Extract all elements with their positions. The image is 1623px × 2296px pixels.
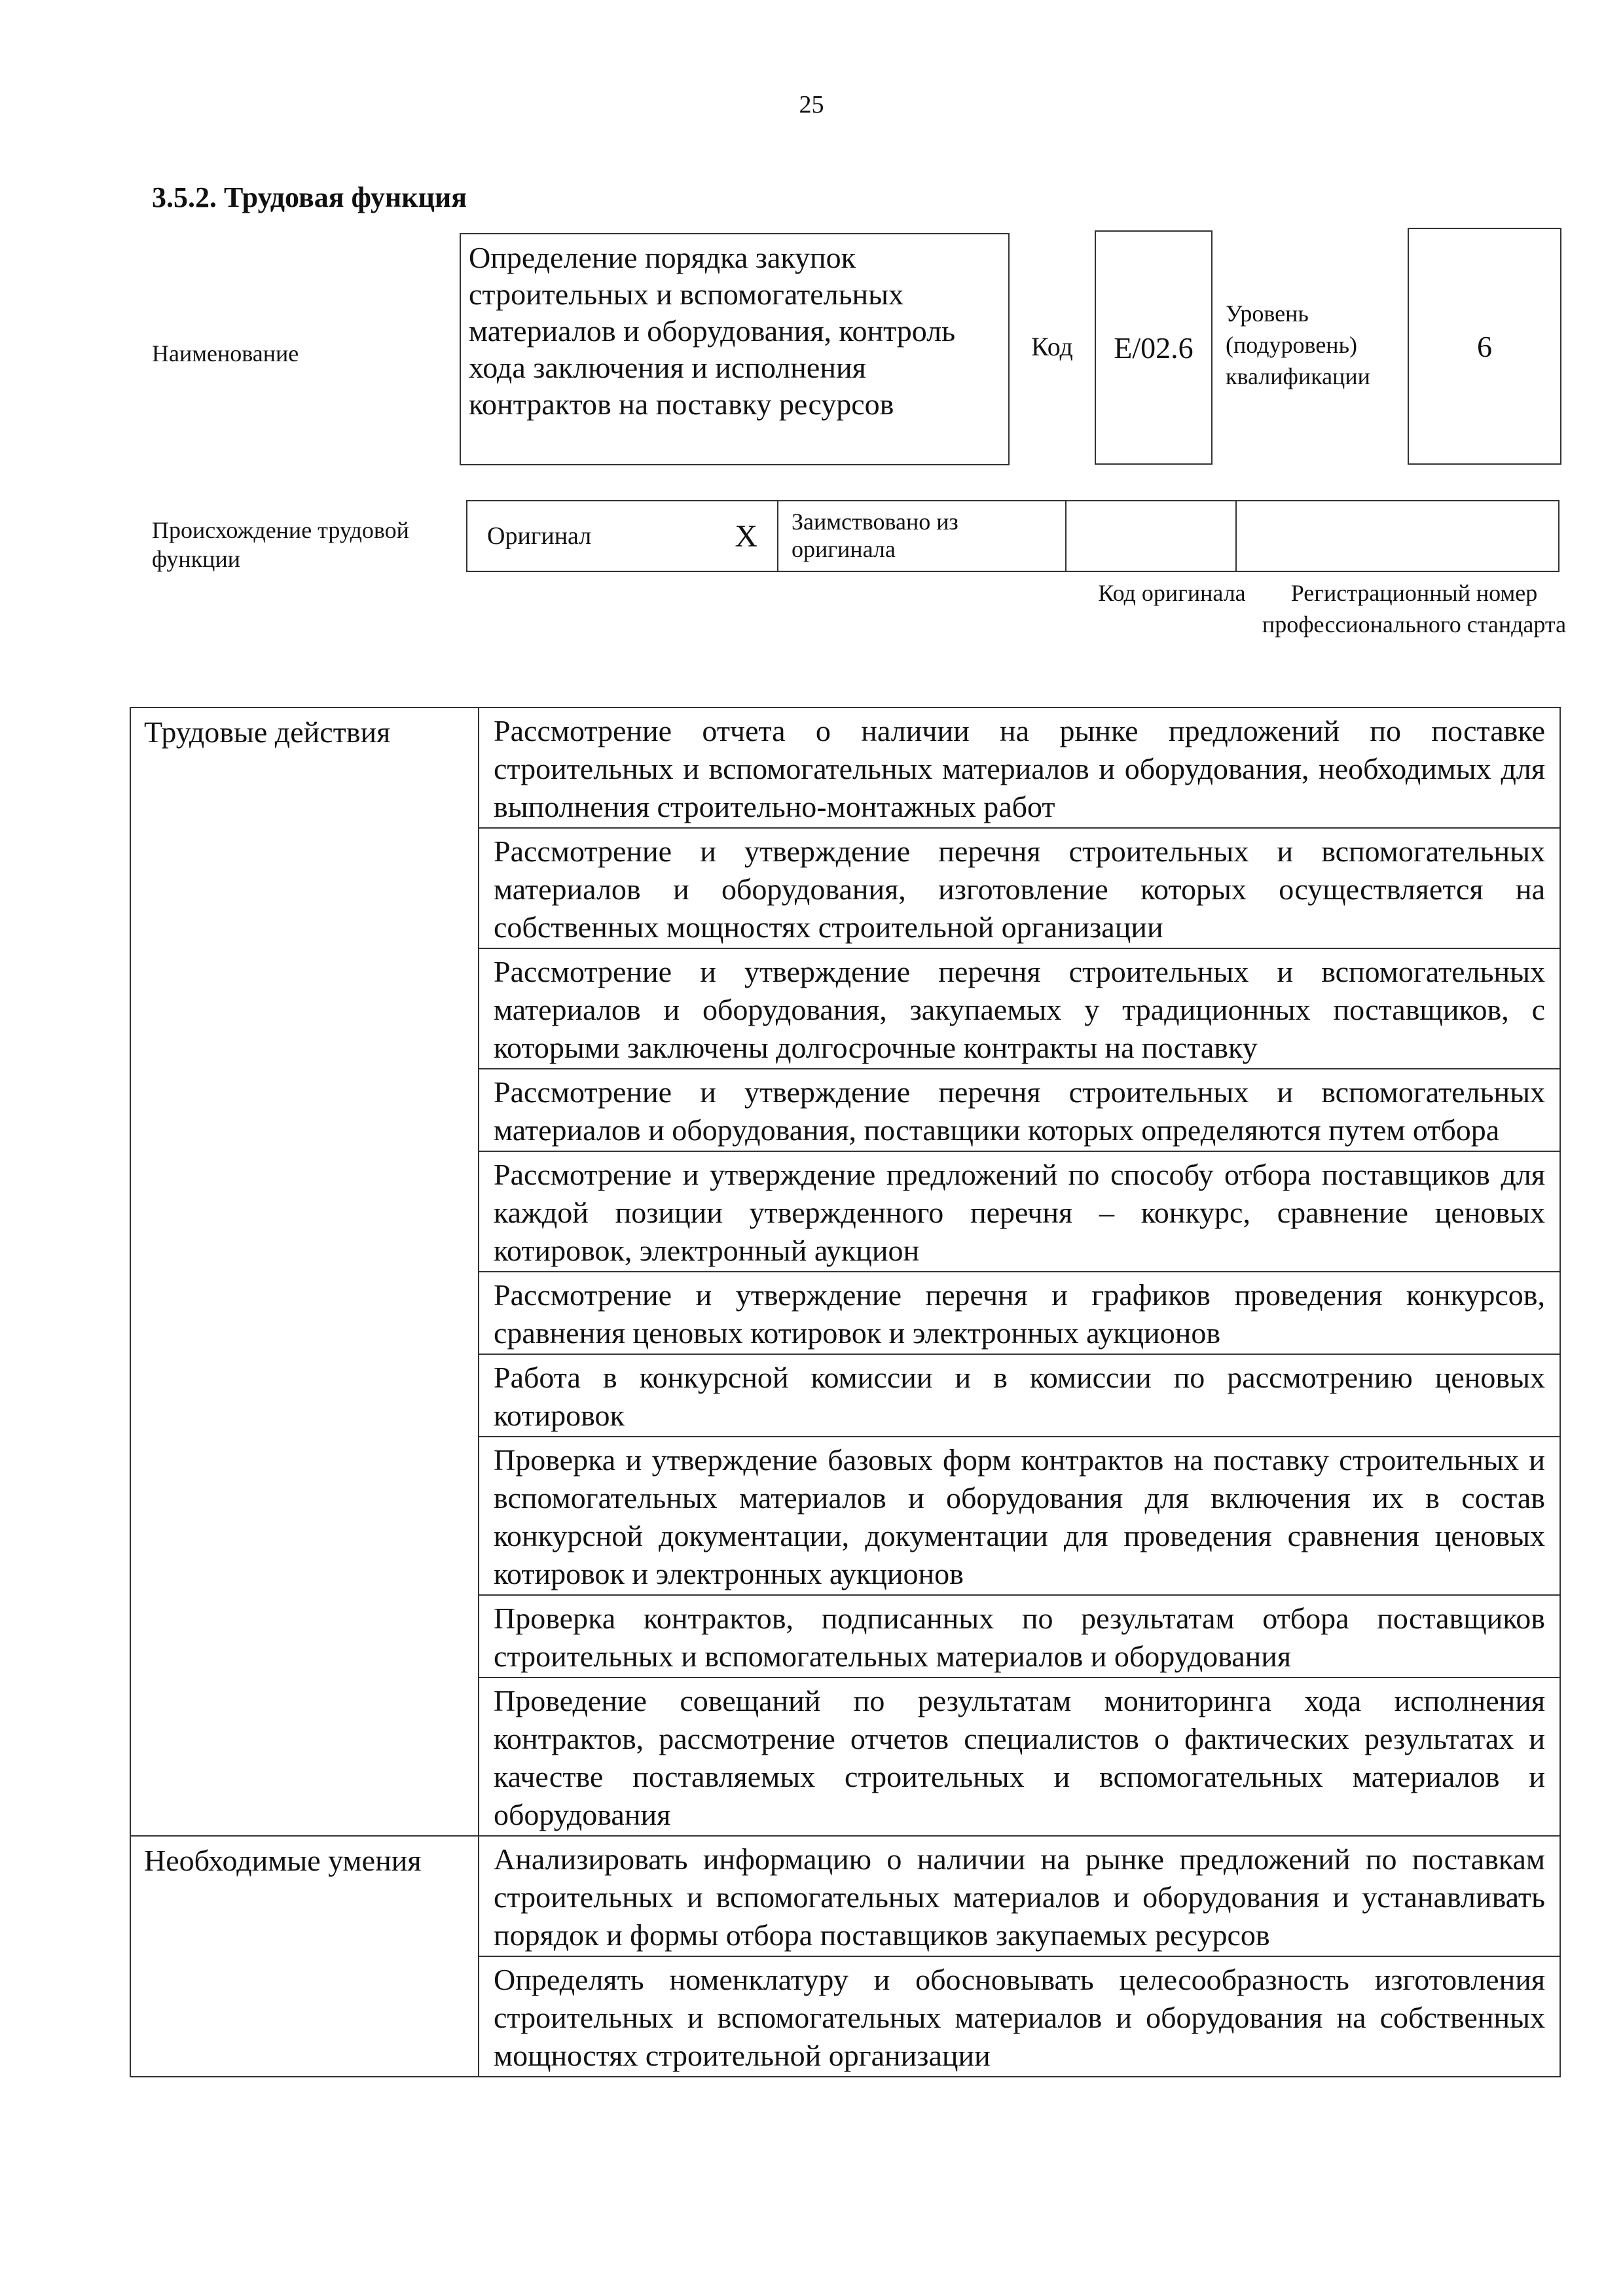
skill-item: Определять номенклатуру и обосновывать целесообразность изготовления строительных и вспомогательных материалов и оборудования на собственных мощностях строительной организации (479, 1956, 1560, 2077)
section-title: 3.5.2. Трудовая функция (152, 181, 467, 213)
code-label: Код (1031, 332, 1073, 361)
origin-code-caption: Код оригинала (1098, 580, 1246, 606)
name-label: Наименование (152, 340, 299, 367)
origin-mark: X (735, 518, 757, 554)
table-row (130, 1836, 1560, 1956)
level-value: 6 (1408, 228, 1561, 465)
origin-original: Оригинал (487, 522, 592, 550)
function-table (130, 707, 1561, 2077)
labor-action: Проверка контрактов, подписанных по результатам отбора поставщиков строительных и вспомогательных материалов и оборудования (479, 1595, 1560, 1677)
origin-row (466, 500, 1559, 572)
skills-title: Необходимые умения (130, 1836, 479, 2077)
labor-action: Рассмотрение и утверждение перечня и графиков проведения конкурсов, сравнения ценовых котировок и электронных аукционов (479, 1272, 1560, 1354)
origin-code-cell (1067, 501, 1237, 571)
skill-item: Анализировать информацию о наличии на рынке предложений по поставкам строительных и вспомогательных материалов и оборудования и устанавливать порядок и формы отбора поставщиков закупаемых ресурсов (479, 1836, 1560, 1956)
origin-reg-cell (1237, 501, 1558, 571)
level-label: Уровень (подуровень) квалификации (1226, 300, 1370, 389)
labor-action: Рассмотрение и утверждение перечня строительных и вспомогательных материалов и оборудования, поставщики которых определяются путем отбора (479, 1069, 1560, 1151)
labor-actions-title: Трудовые действия (130, 708, 479, 1836)
origin-label: Происхождение трудовой функции (152, 517, 409, 572)
labor-action: Проведение совещаний по результатам мониторинга хода исполнения контрактов, рассмотрение отчетов специалистов о фактических результатах и качестве поставляемых строительных и вспомогательных материалов и оборудования (479, 1677, 1560, 1836)
table-row (130, 708, 1560, 828)
labor-action: Рассмотрение и утверждение предложений по способу отбора поставщиков для каждой позиции утвержденного перечня – конкурс, сравнение ценовых котировок, электронный аукцион (479, 1151, 1560, 1272)
code-value: E/02.6 (1095, 230, 1213, 465)
page-number: 25 (799, 91, 824, 118)
labor-action: Работа в конкурсной комиссии и в комиссии по рассмотрению ценовых котировок (479, 1354, 1560, 1437)
origin-borrowed: Заимствовано из оригинала (778, 501, 1067, 571)
origin-original-cell (467, 501, 778, 571)
labor-action: Рассмотрение и утверждение перечня строительных и вспомогательных материалов и оборудования, изготовление которых осуществляется на собственных мощностях строительной организации (479, 828, 1560, 948)
origin-reg-caption: Регистрационный номер профессионального стандарта (1262, 580, 1567, 637)
name-value: Определение порядка закупок строительных и вспомогательных материалов и оборудования, контроль хода заключения и исполнения контрактов на поставку ресурсов (460, 233, 1010, 465)
labor-action: Рассмотрение и утверждение перечня строительных и вспомогательных материалов и оборудования, закупаемых у традиционных поставщиков, с которыми заключены долгосрочные контракты на поставку (479, 948, 1560, 1069)
labor-action: Проверка и утверждение базовых форм контрактов на поставку строительных и вспомогательных материалов и оборудования для включения их в состав конкурсной документации, документации для проведения сравнения ценовых котировок и электронных аукционов (479, 1437, 1560, 1595)
labor-action: Рассмотрение отчета о наличии на рынке предложений по поставке строительных и вспомогательных материалов и оборудования, необходимых для выполнения строительно-монтажных работ (479, 708, 1560, 828)
